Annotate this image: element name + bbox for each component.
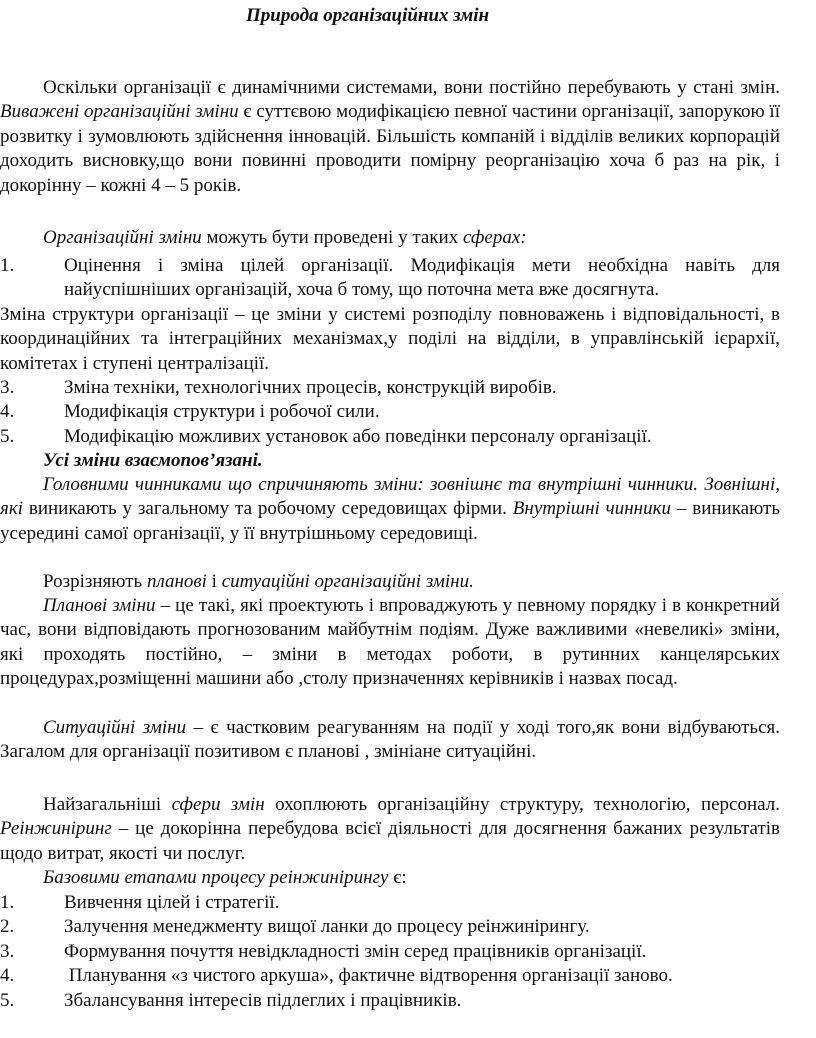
text-italic: Планові зміни [43, 595, 156, 616]
list-number: 1. [0, 892, 15, 913]
list-item [0, 989, 780, 1013]
spheres-list [0, 254, 780, 449]
text-italic: Головними чинниками що спричиняють зміни: зовнішнє та внутрішні чинники. Зовнішні, які [0, 474, 780, 520]
list-number: 5. [0, 989, 15, 1011]
stages-list [0, 891, 780, 1013]
text: Оскільки організації є динамічними системами, вони постійно перебувають у стані змін. [43, 77, 780, 98]
paragraph-intro [0, 76, 780, 198]
list-number: 4. [0, 401, 15, 423]
list-item [0, 915, 780, 939]
paragraph-planned [0, 594, 780, 692]
paragraph-factors [0, 473, 780, 546]
text: можуть бути проведені у таких [201, 227, 463, 248]
all-linked-heading: Усі зміни взаємопов’язані. [43, 450, 263, 471]
text: це докорінна перебудова всієї діяльності для досягнення бажаних результатів щодо витрат, якості чи послуг. [0, 818, 781, 864]
text-italic: Виважені організаційні зміни [0, 101, 239, 123]
text: виникають у загальному та робочому середовищах фірми. [23, 498, 513, 520]
text-italic: Організаційні зміни [43, 227, 202, 248]
list-item [0, 425, 780, 449]
list-text: Оцінення і зміна цілей організації. Модифікація мети необхідна навіть для найуспішніших організацій, хоча б тому, що поточна мета вже досягнута. [64, 255, 780, 301]
list-text: Формування почуття невідкладності змін серед працівників організації. [64, 940, 647, 962]
paragraph-situational [0, 716, 780, 765]
text: є суттєвою модифікацією певної частини організації, запорукою її розвитку і зумовлюють здійснення інновацій. Більшість компаній і відділів великих корпорацій доходить висновку,що вони повинні проводити помірну реорганізацію хоча б раз на рік, і докорінну – кожні 4 – 5 років. [0, 101, 780, 196]
text: і [206, 571, 222, 592]
text: – виникають усередині самої організації, у її внутрішньому середовищі. [0, 498, 780, 544]
text: охоплюють організаційну структуру, технологію, персонал. [264, 794, 780, 815]
text-italic: планові [146, 571, 207, 592]
list-item [0, 376, 780, 400]
list-item [0, 400, 780, 424]
list-item [0, 303, 780, 376]
text-italic: сфери змін [171, 794, 265, 815]
text-italic: Ситуаційні зміни [43, 717, 187, 738]
list-text: Модифікацію можливих установок або поведінки персоналу організації. [64, 425, 652, 447]
text-italic: Реінжиніринг – [0, 818, 129, 840]
list-text: Модифікація структури і робочої сили. [64, 401, 380, 423]
list-number: 3. [0, 940, 15, 962]
list-number: 5. [0, 425, 15, 447]
text: – є частковим реагуванням на події у ході того,як вони відбуваються. Загалом для організації позитивом є планові , змініане ситуаційні. [0, 717, 780, 763]
list-text: Зміна структури організації – це зміни у системі розподілу повноважень і відповідальності, в координаційних та інтеграційних механізмах,у поділі на відділи, в управлінській ієрархії, комітетах і ступені централізації. [0, 303, 780, 374]
list-item [0, 891, 780, 915]
paragraph-spheres-intro [0, 226, 780, 250]
list-number: 4. [0, 965, 15, 987]
paragraph-reengineering [0, 793, 780, 866]
list-text: Планування «з чистого аркуша», фактичне відтворення організації заново. [64, 965, 673, 987]
list-text: Залучення менеджменту вищої ланки до процесу реінжинірингу. [64, 916, 590, 938]
list-text: Вивчення цілей і стратегії. [64, 892, 280, 913]
list-text: Збалансування інтересів підлеглих і працівників. [64, 989, 462, 1011]
text: Найзагальніші [43, 794, 172, 815]
list-item [0, 964, 780, 988]
list-item [0, 940, 780, 964]
list-text: Зміна техніки, технологічних процесів, конструкцій виробів. [64, 377, 557, 399]
list-number: 1. [0, 255, 15, 276]
list-item [0, 254, 780, 303]
text: – це такі, які проектують і впроваджують у певному порядку і в конкретний час, вони відповідають прогнозованим майбутнім подіям. Дуже важливими «невеликі» зміни, які проходять постійно, – зміни в методах роботи, в рутинних канцелярських процедурах,розміщенні машини або ,столу призначеннях керівників і назвах посад. [0, 595, 780, 690]
paragraph-stages-intro [0, 866, 780, 890]
text-italic: Внутрішні чинники [512, 498, 671, 520]
text: Розрізняють [43, 571, 147, 592]
list-number: 2. [0, 916, 15, 938]
text: є: [388, 867, 407, 888]
page-title: Природа організаційних змін [246, 5, 490, 26]
paragraph-types [0, 570, 780, 594]
list-number: 3. [0, 377, 15, 399]
text-italic: сферах: [462, 227, 527, 248]
text-italic: ситуаційні організаційні зміни. [221, 571, 474, 592]
text-italic: Базовими етапами процесу реінжинірингу [43, 867, 389, 888]
